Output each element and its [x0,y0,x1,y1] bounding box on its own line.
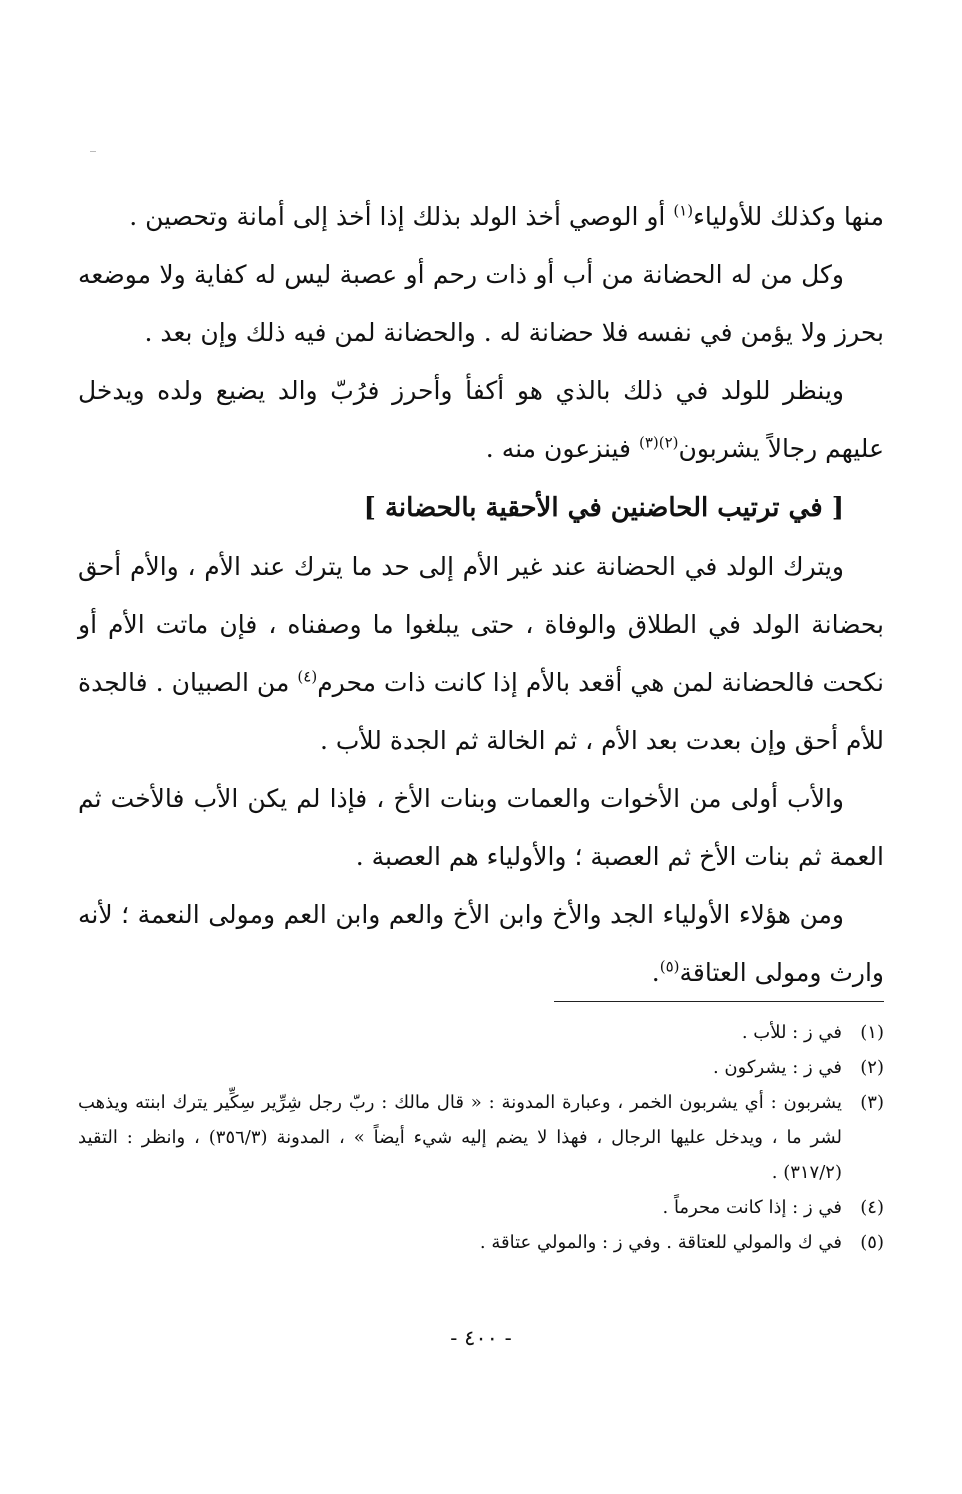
page-number: - ٤٠٠ - [450,1326,512,1350]
footnote-number: (١) [860,1022,884,1043]
footnote-number: (٥) [860,1232,884,1253]
footnote-ref-1[interactable]: (١) [673,201,694,220]
paragraph-1-text-a: منها وكذلك للأولياء [693,202,884,231]
paragraph-6-text-a: ومن هؤلاء الأولياء الجد والأخ وابن الأخ والعم وابن العم ومولى النعمة ؛ لأنه وارث ومولى العتاقة [78,900,884,987]
footnote-number: (٣) [860,1092,884,1113]
section-heading [78,478,884,538]
paragraph-3 [78,362,884,478]
footnote-separator [554,1001,884,1002]
footnote-text: في ز : يشركون . [712,1057,842,1078]
footnote-text: يشربون : أي يشربون الخمر ، وعبارة المدونة : « قال مالك : ربّ رجل شِرِّير سِكِّير يترك ابنته ويذهب لشر ما ، ويدخل عليها الرجال ، فهذا لا يضم إليه شيء أيضاً » ، المدونة (٣٥٦/٣) ، وانظر : التقيد (٣١٧/٢) . [78,1092,843,1183]
paragraph-4-text-a: ويترك الولد في الحضانة عند غير الأم إلى حد ما يترك عند الأم ، والأم أحق بحضانة الولد في الطلاق والوفاة ، حتى يبلغوا ما وصفناه ، فإن ماتت الأم أو نكحت فالحضانة لمن هي أقعد بالأم إذا كانت ذات محرم [78,552,884,697]
footnote-item [78,1190,884,1225]
paragraph-2: وكل من له الحضانة من أب أو ذات رحم أو عصبة ليس له كفاية ولا موضعه بحرز ولا يؤمن في نفسه فلا حضانة له . والحضانة لمن فيه ذلك وإن بعد . [78,260,884,347]
footnote-item [78,1050,884,1085]
footnote-number: (٤) [860,1197,884,1218]
margin-mark [90,151,96,152]
footnote-ref-5[interactable]: (٥) [659,957,680,976]
heading-text: في ترتيب الحاضنين في الأحقية بالحضانة [384,493,823,523]
footnotes [78,1015,884,1260]
heading-close-bracket: ] [363,493,376,523]
footnote-item [78,1225,884,1260]
footnote-item [78,1015,884,1050]
paragraph-1 [78,188,884,246]
footnote-ref-4[interactable]: (٤) [297,667,318,686]
paragraph-1-text-b: أو الوصي أخذ الولد بذلك إذا أخذ إلى أمانة وتحصين . [129,202,674,231]
footnote-ref-2-3[interactable]: (٢)(٣) [638,433,679,452]
paragraph-6 [78,886,884,1002]
footnote-text: في ز : إذا كانت محرماً . [662,1197,842,1218]
footnote-text: في ز : للأب . [741,1022,842,1043]
footnote-item [78,1085,884,1190]
paragraph-4 [78,538,884,770]
paragraph-3-text-b: فينزعون منه . [485,434,639,463]
paragraph-6-text-b: . [651,958,660,987]
heading-open-bracket: [ [831,493,844,523]
footnote-number: (٢) [860,1057,884,1078]
paragraph-4-text-b: من الصبيان . فالجدة للأم أحق وإن بعدت بعد الأم ، ثم الخالة ثم الجدة للأب . [78,668,884,755]
page-body [78,188,884,1002]
paragraph-3-text-a: وينظر للولد في ذلك بالذي هو أكفأ وأحرز فرُبّ والد يضيع ولده ويدخل عليهم رجالاً يشربون [78,376,884,463]
paragraph-5: والأب أولى من الأخوات والعمات وبنات الأخ ، فإذا لم يكن الأب فالأخت ثم العمة ثم بنات الأخ ثم العصبة ؛ والأولياء هم العصبة . [78,784,884,871]
footnote-text: في ك والمولي للعتاقة . وفي ز : والمولي عتاقة . [479,1232,842,1253]
